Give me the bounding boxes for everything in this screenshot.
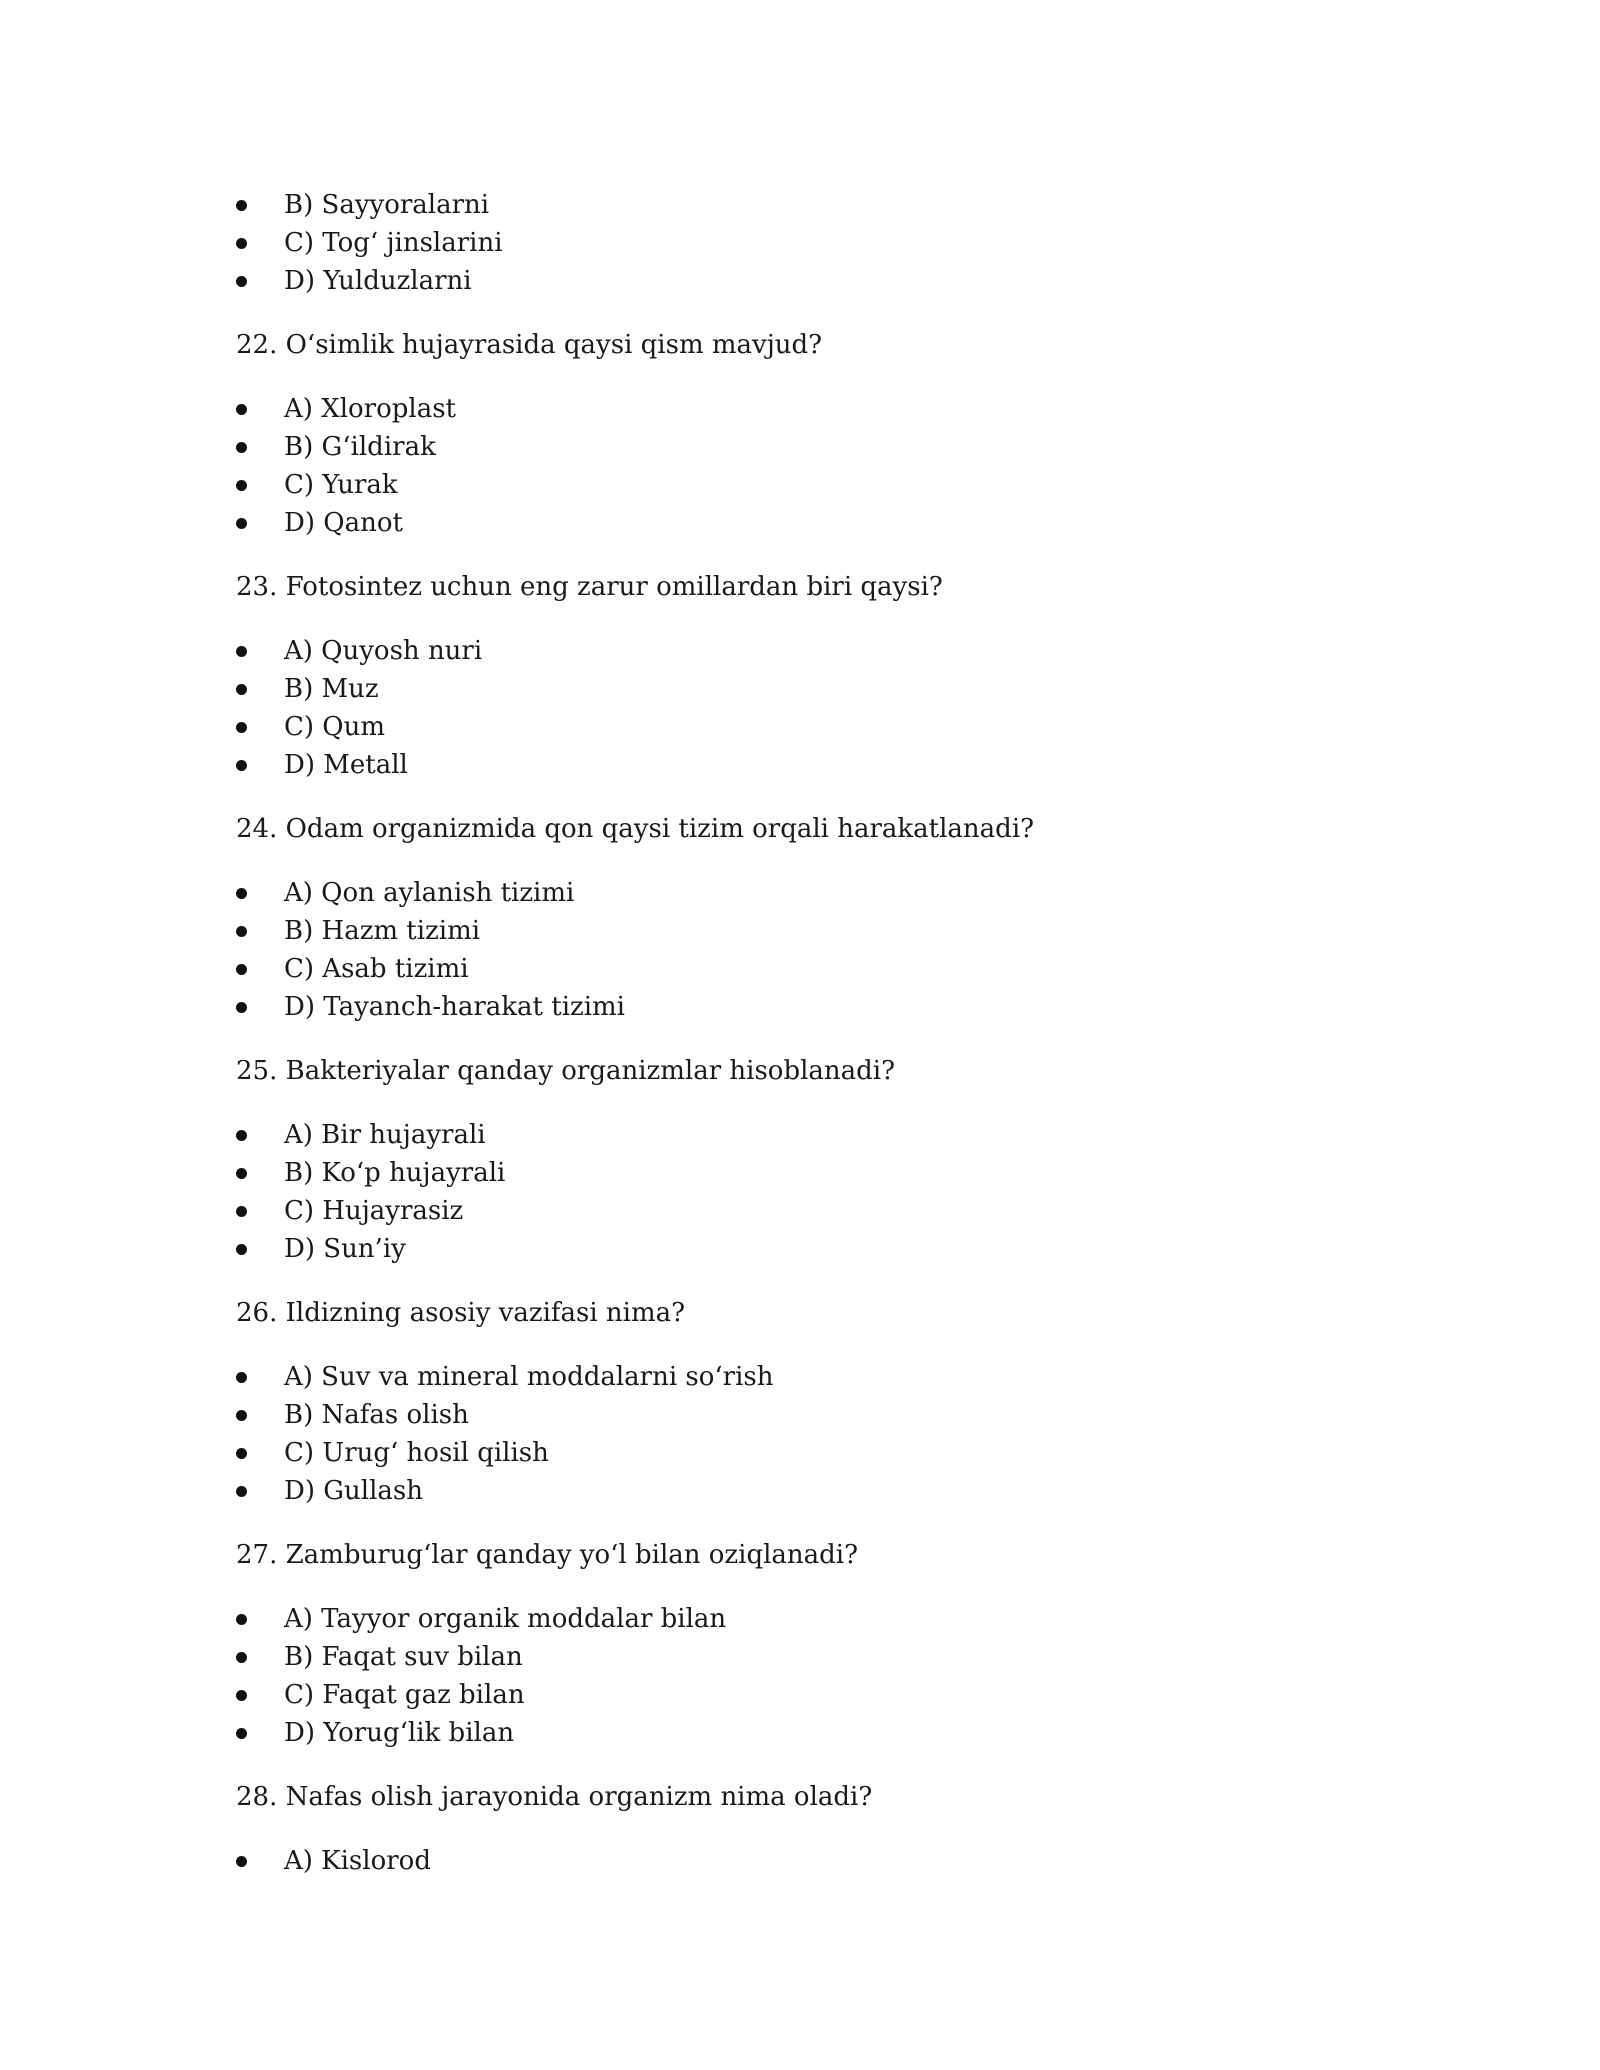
option-list-q21 <box>236 186 1366 300</box>
option-text: C) Hujayrasiz <box>284 1196 464 1226</box>
option-text: D) Sun’iy <box>284 1234 406 1264</box>
option-text: B) G‘ildirak <box>284 432 436 462</box>
option-item <box>236 950 1366 988</box>
option-item <box>236 504 1366 542</box>
option-item <box>236 1116 1366 1154</box>
bullet-icon <box>236 1206 247 1217</box>
bullet-icon <box>236 926 247 937</box>
bullet-icon <box>236 200 247 211</box>
option-text: D) Yulduzlarni <box>284 266 472 296</box>
option-item <box>236 1192 1366 1230</box>
option-text: B) Sayyoralarni <box>284 190 490 220</box>
option-text: B) Hazm tizimi <box>284 916 481 946</box>
document-content <box>236 186 1366 1880</box>
option-text: A) Quyosh nuri <box>284 636 483 666</box>
bullet-icon <box>236 1614 247 1625</box>
bullet-icon <box>236 646 247 657</box>
bullet-icon <box>236 442 247 453</box>
option-item <box>236 1676 1366 1714</box>
option-text: A) Suv va mineral moddalarni so‘rish <box>284 1362 774 1392</box>
question-23: 23. Fotosintez uchun eng zarur omillardan biri qaysi? <box>236 572 943 602</box>
option-list-q24 <box>236 874 1366 1026</box>
option-list-q28 <box>236 1842 1366 1880</box>
option-text: A) Kislorod <box>284 1846 431 1876</box>
option-list-q22 <box>236 390 1366 542</box>
bullet-icon <box>236 1130 247 1141</box>
option-list-q27 <box>236 1600 1366 1752</box>
option-text: B) Faqat suv bilan <box>284 1642 523 1672</box>
question-25: 25. Bakteriyalar qanday organizmlar hisoblanadi? <box>236 1056 896 1086</box>
question-26: 26. Ildizning asosiy vazifasi nima? <box>236 1298 686 1328</box>
option-item <box>236 1358 1366 1396</box>
option-item <box>236 262 1366 300</box>
bullet-icon <box>236 684 247 695</box>
bullet-icon <box>236 1244 247 1255</box>
option-item <box>236 1154 1366 1192</box>
bullet-icon <box>236 1002 247 1013</box>
question-22: 22. O‘simlik hujayrasida qaysi qism mavjud? <box>236 330 823 360</box>
option-item <box>236 1842 1366 1880</box>
question-24: 24. Odam organizmida qon qaysi tizim orqali harakatlanadi? <box>236 814 1035 844</box>
option-text: C) Qum <box>284 712 386 742</box>
option-item <box>236 1600 1366 1638</box>
option-item <box>236 1396 1366 1434</box>
bullet-icon <box>236 518 247 529</box>
option-text: C) Tog‘ jinslarini <box>284 228 503 258</box>
option-text: C) Asab tizimi <box>284 954 469 984</box>
option-text: D) Gullash <box>284 1476 423 1506</box>
option-item <box>236 988 1366 1026</box>
bullet-icon <box>236 1690 247 1701</box>
option-text: A) Tayyor organik moddalar bilan <box>284 1604 727 1634</box>
bullet-icon <box>236 1372 247 1383</box>
option-text: B) Muz <box>284 674 379 704</box>
option-list-q23 <box>236 632 1366 784</box>
option-item <box>236 390 1366 428</box>
option-item <box>236 1638 1366 1676</box>
option-list-q25 <box>236 1116 1366 1268</box>
bullet-icon <box>236 276 247 287</box>
bullet-icon <box>236 888 247 899</box>
option-text: A) Xloroplast <box>284 394 456 424</box>
option-item <box>236 428 1366 466</box>
bullet-icon <box>236 1856 247 1867</box>
option-item <box>236 912 1366 950</box>
option-text: D) Tayanch-harakat tizimi <box>284 992 625 1022</box>
option-item <box>236 186 1366 224</box>
option-text: A) Bir hujayrali <box>284 1120 486 1150</box>
bullet-icon <box>236 238 247 249</box>
option-item <box>236 1472 1366 1510</box>
bullet-icon <box>236 1168 247 1179</box>
question-27: 27. Zamburug‘lar qanday yo‘l bilan oziqlanadi? <box>236 1540 859 1570</box>
option-item <box>236 1714 1366 1752</box>
option-item <box>236 670 1366 708</box>
option-text: D) Metall <box>284 750 408 780</box>
option-item <box>236 224 1366 262</box>
option-item <box>236 632 1366 670</box>
option-item <box>236 874 1366 912</box>
option-text: D) Qanot <box>284 508 403 538</box>
bullet-icon <box>236 1448 247 1459</box>
option-item <box>236 746 1366 784</box>
option-item <box>236 1230 1366 1268</box>
option-text: C) Faqat gaz bilan <box>284 1680 525 1710</box>
option-text: B) Ko‘p hujayrali <box>284 1158 506 1188</box>
option-list-q26 <box>236 1358 1366 1510</box>
question-28: 28. Nafas olish jarayonida organizm nima oladi? <box>236 1782 873 1812</box>
bullet-icon <box>236 722 247 733</box>
option-text: C) Yurak <box>284 470 398 500</box>
bullet-icon <box>236 760 247 771</box>
option-text: A) Qon aylanish tizimi <box>284 878 575 908</box>
bullet-icon <box>236 404 247 415</box>
option-item <box>236 466 1366 504</box>
bullet-icon <box>236 1486 247 1497</box>
bullet-icon <box>236 964 247 975</box>
option-text: D) Yorug‘lik bilan <box>284 1718 515 1748</box>
bullet-icon <box>236 1728 247 1739</box>
option-item <box>236 1434 1366 1472</box>
option-text: B) Nafas olish <box>284 1400 469 1430</box>
option-item <box>236 708 1366 746</box>
bullet-icon <box>236 1410 247 1421</box>
bullet-icon <box>236 480 247 491</box>
bullet-icon <box>236 1652 247 1663</box>
option-text: C) Urug‘ hosil qilish <box>284 1438 549 1468</box>
